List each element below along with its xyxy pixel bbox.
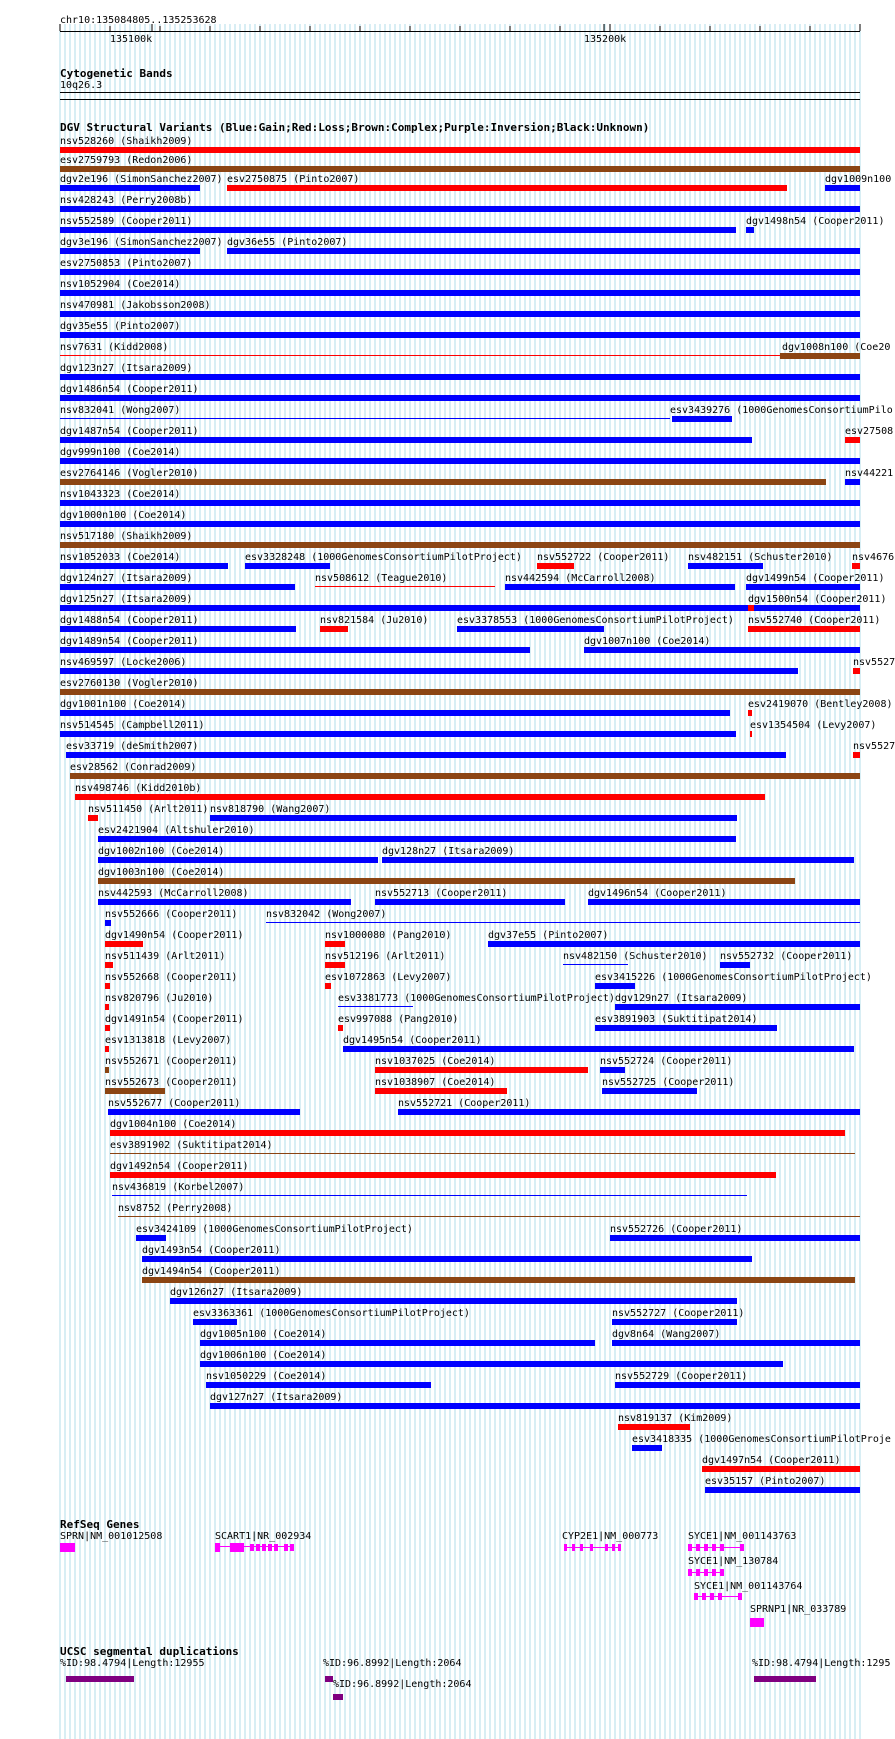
dgv-feature-label: nsv436819 (Korbel2007) [112, 1182, 245, 1193]
dgv-feature-label: dgv129n27 (Itsara2009) [615, 993, 748, 1004]
dgv-feature-label: esv2421904 (Altshuler2010) [98, 825, 255, 836]
dgv-feature-label: nsv1052904 (Coe2014) [60, 279, 181, 290]
dgv-feature-bar[interactable] [825, 185, 860, 191]
dgv-feature-label: dgv1498n54 (Cooper2011) [746, 216, 885, 227]
dgv-feature-bar[interactable] [60, 269, 860, 275]
dgv-feature-label: nsv482150 (Schuster2010) [563, 951, 708, 962]
ruler-tick-label: 135100k [110, 34, 153, 45]
dgv-feature-bar[interactable] [206, 1382, 431, 1388]
dgv-feature-bar[interactable] [325, 983, 331, 989]
dgv-feature-label: esv3891902 (Suktitipat2014) [110, 1140, 273, 1151]
refseq-exon[interactable] [572, 1544, 575, 1551]
dgv-feature-label: esv2750875 (Pinto2007) [227, 174, 360, 185]
segdup-bar[interactable] [754, 1676, 816, 1682]
cytoband-label: 10q26.3 [60, 80, 103, 91]
dgv-feature-label: dgv125n27 (Itsara2009) [60, 594, 193, 605]
dgv-feature-bar[interactable] [320, 626, 348, 632]
dgv-feature-bar[interactable] [60, 605, 860, 611]
dgv-feature-bar[interactable] [845, 437, 860, 443]
dgv-feature-bar[interactable] [200, 1340, 595, 1346]
dgv-feature-bar[interactable] [746, 227, 754, 233]
dgv-feature-bar[interactable] [398, 1109, 860, 1115]
refseq-gene-label: SPRN|NM_001012508 [60, 1531, 163, 1542]
refseq-gene-label: SPRNP1|NR_033789 [750, 1604, 847, 1615]
dgv-feature-bar[interactable] [610, 1235, 860, 1241]
dgv-feature-label: nsv44221 [845, 468, 894, 479]
dgv-feature-label: nsv552725 (Cooper2011) [602, 1077, 735, 1088]
refseq-gene-label: CYP2E1|NM_000773 [562, 1531, 659, 1542]
dgv-feature-label: esv27508 [845, 426, 894, 437]
dgv-feature-label: nsv508612 (Teague2010) [315, 573, 448, 584]
dgv-feature-bar[interactable] [595, 1025, 777, 1031]
refseq-exon[interactable] [702, 1593, 706, 1600]
dgv-feature-label: esv997088 (Pang2010) [338, 1014, 459, 1025]
dgv-feature-bar[interactable] [748, 710, 752, 716]
dgv-feature-label: dgv1487n54 (Cooper2011) [60, 426, 199, 437]
dgv-feature-label: nsv5527 [853, 657, 895, 668]
dgv-feature-label: nsv442593 (McCarroll2008) [98, 888, 249, 899]
dgv-feature-label: dgv128n27 (Itsara2009) [382, 846, 515, 857]
refseq-exon[interactable] [720, 1544, 724, 1551]
dgv-feature-label: dgv1494n54 (Cooper2011) [142, 1266, 281, 1277]
dgv-feature-bar[interactable] [210, 1403, 860, 1409]
refseq-exon[interactable] [215, 1543, 220, 1552]
dgv-feature-label: nsv552713 (Cooper2011) [375, 888, 508, 899]
dgv-feature-label: dgv35e55 (Pinto2007) [60, 321, 181, 332]
dgv-feature-bar[interactable] [60, 479, 826, 485]
refseq-gene-label: SYCE1|NM_001143764 [694, 1581, 803, 1592]
dgv-feature-bar[interactable] [245, 563, 330, 569]
dgv-feature-bar[interactable] [60, 147, 860, 153]
refseq-exon[interactable] [688, 1544, 692, 1551]
dgv-feature-bar[interactable] [105, 1067, 109, 1073]
dgv-feature-label: dgv124n27 (Itsara2009) [60, 573, 193, 584]
refseq-exon[interactable] [710, 1593, 714, 1600]
dgv-feature-label: esv2750853 (Pinto2007) [60, 258, 193, 269]
segdup-label: %ID:96.8992|Length:2064 [333, 1679, 472, 1690]
dgv-feature-bar[interactable] [748, 605, 754, 611]
segdup-label: %ID:96.8992|Length:2064 [323, 1658, 462, 1669]
dgv-feature-bar[interactable] [618, 1424, 690, 1430]
refseq-exon[interactable] [696, 1569, 700, 1576]
refseq-exon[interactable] [720, 1569, 724, 1576]
dgv-feature-bar[interactable] [325, 962, 345, 968]
dgv-feature-bar[interactable] [375, 899, 565, 905]
dgv-feature-bar[interactable] [60, 458, 860, 464]
dgv-feature-bar[interactable] [343, 1046, 854, 1052]
refseq-exon[interactable] [605, 1544, 608, 1551]
dgv-feature-label: nsv498746 (Kidd2010b) [75, 783, 202, 794]
dgv-feature-label: nsv1052033 (Coe2014) [60, 552, 181, 563]
refseq-exon[interactable] [564, 1544, 567, 1551]
dgv-feature-bar[interactable] [60, 521, 860, 527]
dgv-feature-label: dgv37e55 (Pinto2007) [488, 930, 609, 941]
dgv-feature-bar[interactable] [70, 773, 860, 779]
dgv-feature-label: esv3328248 (1000GenomesConsortiumPilotProject) [245, 552, 522, 563]
dgv-feature-label: dgv1005n100 (Coe2014) [200, 1329, 327, 1340]
refseq-exon[interactable] [712, 1569, 716, 1576]
cytoband-track-title[interactable]: Cytogenetic Bands [60, 67, 173, 80]
position-label: chr10:135084805..135253628 [60, 15, 217, 26]
dgv-feature-bar[interactable] [60, 710, 730, 716]
dgv-feature-bar[interactable] [75, 794, 765, 800]
dgv-feature-bar[interactable] [60, 626, 296, 632]
dgv-feature-label: nsv552677 (Cooper2011) [108, 1098, 241, 1109]
dgv-feature-bar[interactable] [315, 586, 495, 587]
dgv-feature-label: nsv552722 (Cooper2011) [537, 552, 670, 563]
dgv-feature-bar[interactable] [688, 563, 763, 569]
dgv-feature-label: esv33719 (deSmith2007) [66, 741, 199, 752]
dgv-feature-label: dgv1499n54 (Cooper2011) [746, 573, 885, 584]
dgv-feature-bar[interactable] [60, 311, 860, 317]
dgv-feature-label: nsv552732 (Cooper2011) [720, 951, 853, 962]
dgv-feature-label: nsv517180 (Shaikh2009) [60, 531, 193, 542]
dgv-feature-bar[interactable] [60, 418, 670, 419]
dgv-feature-bar[interactable] [60, 290, 860, 296]
refseq-exon[interactable] [718, 1593, 722, 1600]
dgv-feature-label: nsv819137 (Kim2009) [618, 1413, 733, 1424]
dgv-feature-label: dgv1489n54 (Cooper2011) [60, 636, 199, 647]
dgv-feature-label: nsv1000080 (Pang2010) [325, 930, 452, 941]
refseq-exon[interactable] [590, 1544, 593, 1551]
dgv-feature-bar[interactable] [612, 1340, 860, 1346]
refseq-exon[interactable] [688, 1569, 692, 1576]
dgv-feature-bar[interactable] [60, 248, 200, 254]
dgv-feature-label: esv3381773 (1000GenomesConsortiumPilotProject) [338, 993, 615, 1004]
dgv-feature-bar[interactable] [382, 857, 854, 863]
dgv-feature-bar[interactable] [105, 920, 111, 926]
dgv-feature-label: nsv820796 (Ju2010) [105, 993, 214, 1004]
refseq-gene-label: SYCE1|NM_130784 [688, 1556, 779, 1567]
dgv-feature-bar[interactable] [720, 962, 750, 968]
dgv-feature-bar[interactable] [227, 185, 787, 191]
dgv-feature-label: esv3891903 (Suktitipat2014) [595, 1014, 758, 1025]
refseq-exon[interactable] [284, 1544, 288, 1551]
dgv-feature-label: nsv511450 (Arlt2011) [88, 804, 209, 815]
dgv-feature-bar[interactable] [60, 584, 295, 590]
dgv-feature-label: esv2759793 (Redon2006) [60, 155, 193, 166]
dgv-feature-bar[interactable] [584, 647, 860, 653]
dgv-feature-label: esv3378553 (1000GenomesConsortiumPilotProject) [457, 615, 734, 626]
dgv-feature-bar[interactable] [748, 626, 860, 632]
dgv-feature-bar[interactable] [60, 355, 860, 356]
dgv-feature-bar[interactable] [112, 1195, 747, 1196]
dgv-feature-label: nsv832042 (Wong2007) [266, 909, 387, 920]
ruler-tick-label: 135200k [584, 34, 627, 45]
dgv-track-title[interactable]: DGV Structural Variants (Blue:Gain;Red:Loss;Brown:Complex;Purple:Inversion;Black:Unknown) [60, 121, 650, 134]
dgv-feature-label: dgv999n100 (Coe2014) [60, 447, 181, 458]
dgv-feature-label: nsv552726 (Cooper2011) [610, 1224, 743, 1235]
dgv-feature-bar[interactable] [170, 1298, 737, 1304]
dgv-feature-bar[interactable] [600, 1067, 625, 1073]
dgv-feature-bar[interactable] [60, 332, 860, 338]
dgv-feature-bar[interactable] [60, 563, 228, 569]
dgv-feature-bar[interactable] [60, 542, 860, 548]
dgv-feature-label: dgv1003n100 (Coe2014) [98, 867, 225, 878]
dgv-feature-bar[interactable] [105, 1046, 109, 1052]
dgv-feature-label: nsv552727 (Cooper2011) [612, 1308, 745, 1319]
dgv-feature-label: nsv512196 (Arlt2011) [325, 951, 446, 962]
dgv-feature-bar[interactable] [105, 941, 143, 947]
dgv-feature-bar[interactable] [105, 1025, 110, 1031]
dgv-feature-bar[interactable] [60, 668, 798, 674]
dgv-feature-bar[interactable] [142, 1256, 752, 1262]
dgv-feature-bar[interactable] [702, 1466, 860, 1472]
dgv-feature-label: dgv1004n100 (Coe2014) [110, 1119, 237, 1130]
dgv-feature-bar[interactable] [105, 1088, 165, 1094]
dgv-feature-label: nsv552668 (Cooper2011) [105, 972, 238, 983]
dgv-feature-label: dgv1008n100 (Coe20 [782, 342, 891, 353]
refseq-exon[interactable] [262, 1544, 266, 1551]
dgv-feature-bar[interactable] [845, 479, 860, 485]
dgv-feature-bar[interactable] [338, 1025, 343, 1031]
dgv-feature-bar[interactable] [98, 836, 736, 842]
dgv-feature-label: nsv514545 (Campbell2011) [60, 720, 205, 731]
dgv-feature-bar[interactable] [98, 878, 795, 884]
segdup-bar[interactable] [325, 1676, 333, 1682]
dgv-feature-label: nsv5527 [853, 741, 895, 752]
dgv-feature-label: dgv1500n54 (Cooper2011) [748, 594, 887, 605]
dgv-feature-bar[interactable] [60, 437, 752, 443]
dgv-feature-bar[interactable] [118, 1216, 860, 1217]
dgv-feature-label: esv3418335 (1000GenomesConsortiumPilotProje [632, 1434, 891, 1445]
dgv-feature-bar[interactable] [780, 353, 860, 359]
refseq-exon[interactable] [712, 1544, 716, 1551]
refseq-exon[interactable] [612, 1544, 615, 1551]
dgv-feature-label: esv2760130 (Vogler2010) [60, 678, 199, 689]
dgv-feature-bar[interactable] [537, 563, 574, 569]
dgv-feature-label: nsv442594 (McCarroll2008) [505, 573, 656, 584]
dgv-feature-bar[interactable] [325, 941, 345, 947]
dgv-feature-bar[interactable] [602, 1088, 697, 1094]
dgv-feature-bar[interactable] [66, 752, 786, 758]
dgv-feature-label: dgv8n64 (Wang2007) [612, 1329, 721, 1340]
dgv-feature-label: dgv1496n54 (Cooper2011) [588, 888, 727, 899]
dgv-feature-label: dgv1491n54 (Cooper2011) [105, 1014, 244, 1025]
dgv-feature-bar[interactable] [338, 1006, 413, 1007]
dgv-feature-label: dgv36e55 (Pinto2007) [227, 237, 348, 248]
dgv-feature-label: esv1313818 (Levy2007) [105, 1035, 232, 1046]
cytoband-bar[interactable] [60, 92, 860, 93]
dgv-feature-label: dgv1492n54 (Cooper2011) [110, 1161, 249, 1172]
refseq-track-title[interactable]: RefSeq Genes [60, 1518, 140, 1531]
dgv-feature-bar[interactable] [750, 731, 752, 737]
dgv-feature-bar[interactable] [266, 922, 860, 923]
dgv-feature-bar[interactable] [588, 899, 860, 905]
dgv-feature-bar[interactable] [105, 983, 110, 989]
dgv-feature-label: nsv4676 [852, 552, 895, 563]
dgv-feature-bar[interactable] [60, 395, 860, 401]
dgv-feature-label: esv2764146 (Vogler2010) [60, 468, 199, 479]
dgv-feature-label: nsv1050229 (Coe2014) [206, 1371, 327, 1382]
refseq-intron-line [215, 1546, 294, 1547]
dgv-feature-bar[interactable] [60, 500, 860, 506]
dgv-feature-bar[interactable] [615, 1004, 860, 1010]
dgv-feature-label: nsv8752 (Perry2008) [118, 1203, 233, 1214]
refseq-exon[interactable] [704, 1544, 708, 1551]
dgv-feature-label: dgv1002n100 (Coe2014) [98, 846, 225, 857]
dgv-feature-label: nsv1038907 (Coe2014) [375, 1077, 496, 1088]
dgv-feature-label: dgv1006n100 (Coe2014) [200, 1350, 327, 1361]
dgv-feature-bar[interactable] [705, 1487, 860, 1493]
dgv-feature-bar[interactable] [60, 647, 530, 653]
dgv-feature-bar[interactable] [457, 626, 604, 632]
dgv-feature-bar[interactable] [595, 983, 635, 989]
segdup-track-title[interactable]: UCSC segmental duplications [60, 1645, 239, 1658]
dgv-feature-bar[interactable] [563, 964, 628, 965]
dgv-feature-label: nsv832041 (Wong2007) [60, 405, 181, 416]
dgv-feature-label: nsv482151 (Schuster2010) [688, 552, 833, 563]
refseq-exon[interactable] [290, 1544, 294, 1551]
dgv-feature-label: nsv552740 (Cooper2011) [748, 615, 881, 626]
refseq-exon[interactable] [750, 1618, 764, 1627]
dgv-feature-label: dgv1490n54 (Cooper2011) [105, 930, 244, 941]
dgv-feature-bar[interactable] [110, 1172, 776, 1178]
dgv-feature-label: esv3439276 (1000GenomesConsortiumPilo [670, 405, 893, 416]
ruler-axis [60, 31, 860, 32]
dgv-feature-label: nsv528260 (Shaikh2009) [60, 136, 193, 147]
refseq-exon[interactable] [696, 1544, 700, 1551]
dgv-feature-label: dgv2e196 (SimonSanchez2007) [60, 174, 223, 185]
dgv-feature-bar[interactable] [142, 1277, 855, 1283]
segdup-bar[interactable] [66, 1676, 134, 1682]
dgv-feature-bar[interactable] [488, 941, 860, 947]
dgv-feature-label: dgv1493n54 (Cooper2011) [142, 1245, 281, 1256]
dgv-feature-bar[interactable] [853, 668, 860, 674]
dgv-feature-label: dgv1001n100 (Coe2014) [60, 699, 187, 710]
dgv-feature-label: nsv552666 (Cooper2011) [105, 909, 238, 920]
refseq-gene-label: SYCE1|NM_001143763 [688, 1531, 797, 1542]
dgv-feature-label: esv3424109 (1000GenomesConsortiumPilotProject) [136, 1224, 413, 1235]
dgv-feature-label: nsv7631 (Kidd2008) [60, 342, 169, 353]
dgv-feature-bar[interactable] [60, 227, 736, 233]
dgv-feature-label: nsv1043323 (Coe2014) [60, 489, 181, 500]
dgv-feature-label: nsv818790 (Wang2007) [210, 804, 331, 815]
dgv-feature-label: esv3415226 (1000GenomesConsortiumPilotProject) [595, 972, 872, 983]
dgv-feature-label: dgv1497n54 (Cooper2011) [702, 1455, 841, 1466]
dgv-feature-bar[interactable] [110, 1130, 845, 1136]
refseq-gene-label: SCART1|NR_002934 [215, 1531, 312, 1542]
dgv-feature-label: nsv552589 (Cooper2011) [60, 216, 193, 227]
dgv-feature-label: esv1354504 (Levy2007) [750, 720, 877, 731]
dgv-feature-bar[interactable] [672, 416, 732, 422]
dgv-feature-bar[interactable] [98, 857, 378, 863]
dgv-feature-bar[interactable] [746, 584, 860, 590]
refseq-exon[interactable] [256, 1544, 260, 1551]
dgv-feature-bar[interactable] [60, 374, 860, 380]
dgv-feature-label: nsv469597 (Locke2006) [60, 657, 187, 668]
dgv-feature-bar[interactable] [375, 1067, 588, 1073]
refseq-exon[interactable] [268, 1544, 272, 1551]
dgv-feature-bar[interactable] [632, 1445, 662, 1451]
dgv-feature-bar[interactable] [200, 1361, 783, 1367]
refseq-exon[interactable] [250, 1544, 254, 1551]
dgv-feature-label: dgv1007n100 (Coe2014) [584, 636, 711, 647]
dgv-feature-label: dgv1009n100 [825, 174, 892, 185]
dgv-feature-bar[interactable] [105, 1004, 109, 1010]
dgv-feature-label: nsv1037025 (Coe2014) [375, 1056, 496, 1067]
dgv-feature-bar[interactable] [110, 1153, 855, 1154]
dgv-feature-bar[interactable] [60, 185, 200, 191]
dgv-feature-bar[interactable] [136, 1235, 166, 1241]
refseq-exon[interactable] [704, 1569, 708, 1576]
dgv-feature-bar[interactable] [852, 563, 860, 569]
refseq-exon[interactable] [230, 1543, 244, 1552]
dgv-feature-label: dgv123n27 (Itsara2009) [60, 363, 193, 374]
dgv-feature-label: dgv1495n54 (Cooper2011) [343, 1035, 482, 1046]
dgv-feature-label: nsv552724 (Cooper2011) [600, 1056, 733, 1067]
dgv-feature-bar[interactable] [210, 815, 737, 821]
dgv-feature-label: nsv552671 (Cooper2011) [105, 1056, 238, 1067]
refseq-exon[interactable] [740, 1544, 744, 1551]
dgv-feature-label: dgv1000n100 (Coe2014) [60, 510, 187, 521]
dgv-feature-bar[interactable] [193, 1319, 237, 1325]
dgv-feature-label: nsv428243 (Perry2008b) [60, 195, 193, 206]
dgv-feature-bar[interactable] [108, 1109, 300, 1115]
refseq-exon[interactable] [738, 1593, 742, 1600]
dgv-feature-label: esv35157 (Pinto2007) [705, 1476, 826, 1487]
segdup-bar[interactable] [333, 1694, 343, 1700]
dgv-feature-bar[interactable] [60, 731, 736, 737]
dgv-feature-bar[interactable] [88, 815, 98, 821]
dgv-feature-bar[interactable] [612, 1319, 737, 1325]
dgv-feature-label: nsv511439 (Arlt2011) [105, 951, 226, 962]
dgv-feature-bar[interactable] [105, 962, 113, 968]
segdup-label: %ID:98.4794|Length:12955 [60, 1658, 205, 1669]
dgv-feature-label: esv2419070 (Bentley2008) [748, 699, 893, 710]
refseq-exon[interactable] [694, 1593, 698, 1600]
dgv-feature-label: dgv1488n54 (Cooper2011) [60, 615, 199, 626]
dgv-feature-label: nsv552673 (Cooper2011) [105, 1077, 238, 1088]
dgv-feature-label: esv1072863 (Levy2007) [325, 972, 452, 983]
dgv-feature-label: dgv126n27 (Itsara2009) [170, 1287, 303, 1298]
dgv-feature-bar[interactable] [505, 584, 735, 590]
dgv-feature-label: dgv127n27 (Itsara2009) [210, 1392, 343, 1403]
refseq-exon[interactable] [580, 1544, 583, 1551]
dgv-feature-bar[interactable] [98, 899, 351, 905]
dgv-feature-label: esv3363361 (1000GenomesConsortiumPilotProject) [193, 1308, 470, 1319]
dgv-feature-label: nsv821584 (Ju2010) [320, 615, 429, 626]
dgv-feature-bar[interactable] [227, 248, 860, 254]
refseq-exon[interactable] [274, 1544, 278, 1551]
dgv-feature-label: dgv3e196 (SimonSanchez2007) [60, 237, 223, 248]
dgv-feature-bar[interactable] [375, 1088, 507, 1094]
dgv-feature-bar[interactable] [60, 689, 860, 695]
dgv-feature-label: esv28562 (Conrad2009) [70, 762, 197, 773]
dgv-feature-label: nsv552721 (Cooper2011) [398, 1098, 531, 1109]
dgv-feature-label: dgv1486n54 (Cooper2011) [60, 384, 199, 395]
dgv-feature-bar[interactable] [615, 1382, 860, 1388]
dgv-feature-bar[interactable] [853, 752, 860, 758]
dgv-feature-bar[interactable] [60, 166, 860, 172]
segdup-label: %ID:98.4794|Length:1295 [752, 1658, 891, 1669]
refseq-exon[interactable] [618, 1544, 621, 1551]
dgv-feature-label: nsv470981 (Jakobsson2008) [60, 300, 211, 311]
dgv-feature-bar[interactable] [60, 206, 860, 212]
refseq-exon[interactable] [60, 1543, 75, 1552]
track-divider [60, 99, 860, 100]
dgv-feature-label: nsv552729 (Cooper2011) [615, 1371, 748, 1382]
